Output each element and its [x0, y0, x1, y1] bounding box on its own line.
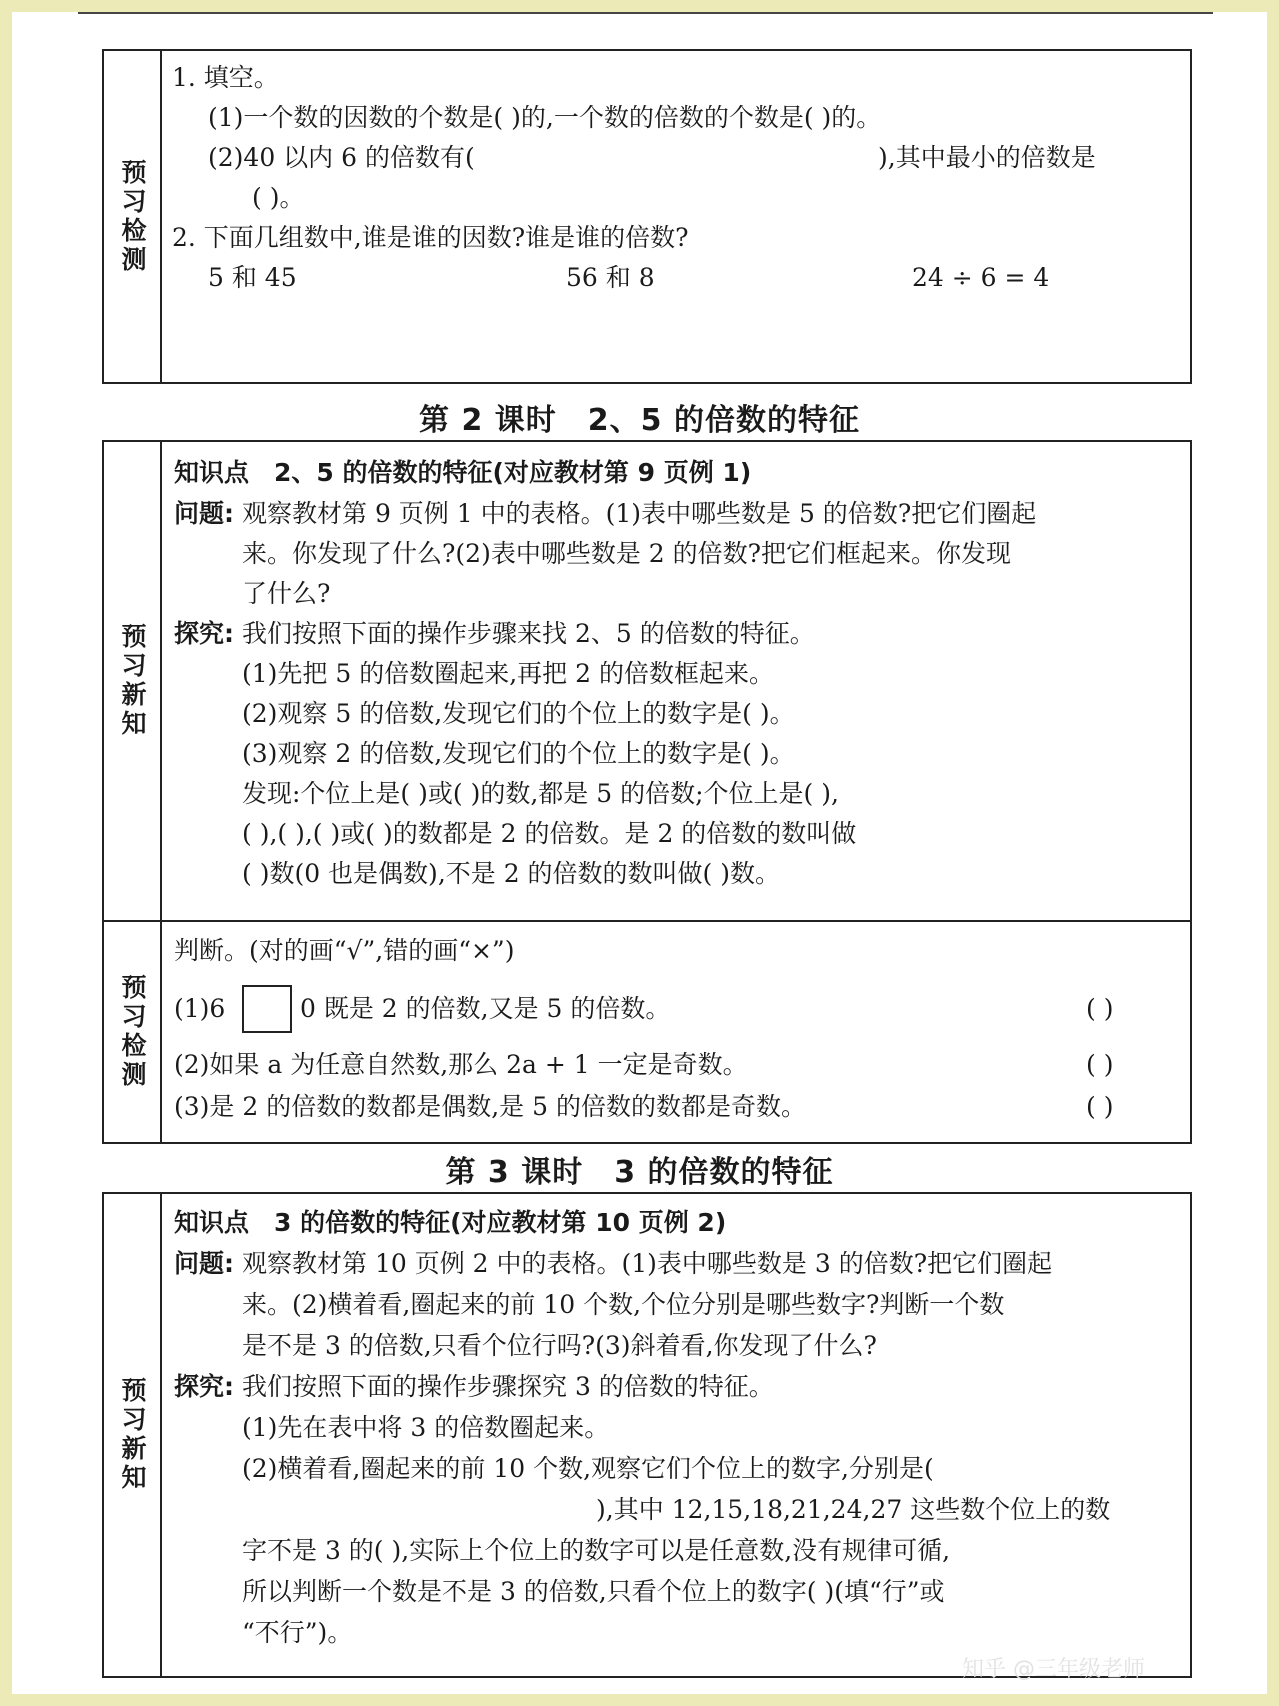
- section-divider: [104, 920, 1190, 922]
- question-label-3: 问题:: [174, 1249, 234, 1278]
- q1-item-1: (1)一个数的因数的个数是( )的,一个数的倍数的个数是( )的。: [208, 103, 882, 132]
- q1-item-2-start: (2)40 以内 6 的倍数有(: [208, 143, 475, 172]
- side-label-cell-new: [104, 442, 162, 920]
- q2-pair-b: 56 和 8: [566, 263, 655, 292]
- lesson-2-box: [102, 440, 1192, 1144]
- q1-item-2-end: ),其中最小的倍数是: [878, 143, 1096, 172]
- watermark: 知乎 @三年级老师: [962, 1657, 1145, 1682]
- judge-3-paren: ( ): [1086, 1092, 1114, 1121]
- judge-1-end: 0 既是 2 的倍数,又是 5 的倍数。: [300, 994, 671, 1023]
- preview-check-box-1: [102, 49, 1192, 384]
- judge-1-paren: ( ): [1086, 994, 1114, 1023]
- judge-title: 判断。(对的画“√”,错的画“×”): [174, 936, 515, 965]
- explore-label: 探究:: [174, 619, 234, 648]
- explore-line-3: (2)观察 5 的倍数,发现它们的个位上的数字是( )。: [242, 699, 795, 728]
- side-label-cell-check: [104, 922, 162, 1142]
- explore-line-4: (3)观察 2 的倍数,发现它们的个位上的数字是( )。: [242, 739, 795, 768]
- knowledge-point-3: 知识点 3 的倍数的特征(对应教材第 10 页例 2): [174, 1208, 727, 1237]
- side-label: 预习检测: [118, 158, 147, 275]
- side-label-check: 预习检测: [118, 974, 147, 1090]
- explore-line-5: 发现:个位上是( )或( )的数,都是 5 的倍数;个位上是( ),: [242, 779, 839, 808]
- explore-label-3: 探究:: [174, 1372, 234, 1401]
- explore-3-line-2: (1)先在表中将 3 的倍数圈起来。: [242, 1413, 610, 1442]
- question-3-line-2: 来。(2)横着看,圈起来的前 10 个数,个位分别是哪些数字?判断一个数: [242, 1290, 1005, 1319]
- explore-3-line-3: (2)横着看,圈起来的前 10 个数,观察它们个位上的数字,分别是(: [242, 1454, 934, 1483]
- knowledge-point: 知识点 2、5 的倍数的特征(对应教材第 9 页例 1): [174, 458, 752, 487]
- explore-3-line-4: ),其中 12,15,18,21,24,27 这些数个位上的数: [596, 1495, 1111, 1524]
- judge-1-start: (1)6: [174, 994, 226, 1023]
- side-label-cell: [104, 51, 162, 382]
- side-label-3: 预习新知: [118, 1377, 147, 1493]
- explore-3-line-5: 字不是 3 的( ),实际上个位上的数字可以是任意数,没有规律可循,: [242, 1536, 951, 1565]
- explore-3-line-7: “不行”)。: [242, 1618, 353, 1647]
- lesson-3-title: 第 3 课时 3 的倍数的特征: [445, 1155, 834, 1190]
- side-label-new: 预习新知: [118, 623, 147, 739]
- worksheet-page: [12, 12, 1267, 1694]
- top-divider: [78, 12, 1213, 14]
- explore-line-1: 我们按照下面的操作步骤来找 2、5 的倍数的特征。: [242, 619, 815, 648]
- judge-3: (3)是 2 的倍数的数都是偶数,是 5 的倍数的数都是奇数。: [174, 1092, 806, 1121]
- q1-title: 1. 填空。: [172, 63, 279, 92]
- question-line-3: 了什么?: [242, 579, 331, 608]
- question-label: 问题:: [174, 499, 234, 528]
- q2-pair-c: 24 ÷ 6 = 4: [912, 263, 1050, 292]
- q1-item-2-cont: ( )。: [252, 183, 305, 212]
- lesson-3-box: [102, 1192, 1192, 1678]
- explore-3-line-6: 所以判断一个数是不是 3 的倍数,只看个位上的数字( )(填“行”或: [242, 1577, 945, 1606]
- explore-3-line-1: 我们按照下面的操作步骤探究 3 的倍数的特征。: [242, 1372, 774, 1401]
- side-label-cell-3: [104, 1194, 162, 1676]
- answer-square: [242, 985, 292, 1033]
- judge-2-paren: ( ): [1086, 1050, 1114, 1079]
- explore-line-7: ( )数(0 也是偶数),不是 2 的倍数的数叫做( )数。: [242, 859, 781, 888]
- question-line-1: 观察教材第 9 页例 1 中的表格。(1)表中哪些数是 5 的倍数?把它们圈起: [242, 499, 1037, 528]
- question-3-line-1: 观察教材第 10 页例 2 中的表格。(1)表中哪些数是 3 的倍数?把它们圈起: [242, 1249, 1053, 1278]
- lesson-2-title: 第 2 课时 2、5 的倍数的特征: [419, 403, 860, 438]
- question-3-line-3: 是不是 3 的倍数,只看个位行吗?(3)斜着看,你发现了什么?: [242, 1331, 877, 1360]
- judge-2: (2)如果 a 为任意自然数,那么 2a + 1 一定是奇数。: [174, 1050, 748, 1079]
- q2-title: 2. 下面几组数中,谁是谁的因数?谁是谁的倍数?: [172, 223, 689, 252]
- q2-pair-a: 5 和 45: [208, 263, 297, 292]
- question-line-2: 来。你发现了什么?(2)表中哪些数是 2 的倍数?把它们框起来。你发现: [242, 539, 1012, 568]
- explore-line-6: ( ),( ),( )或( )的数都是 2 的倍数。是 2 的倍数的数叫做: [242, 819, 857, 848]
- explore-line-2: (1)先把 5 的倍数圈起来,再把 2 的倍数框起来。: [242, 659, 774, 688]
